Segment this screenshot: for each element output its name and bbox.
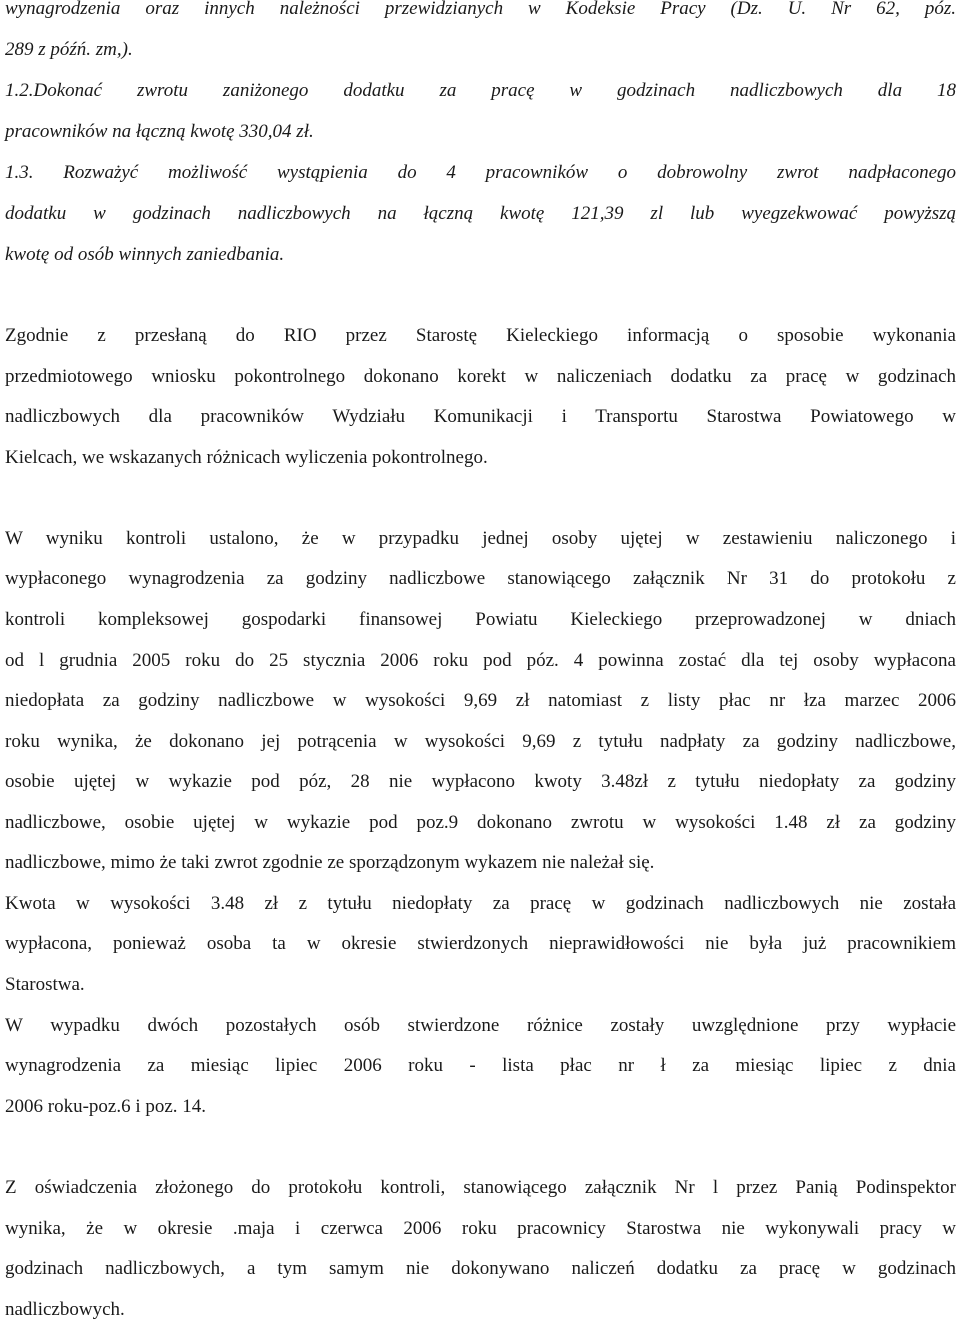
text-line: pracowników na łączną kwotę 330,04 zł. xyxy=(5,121,314,142)
text-line: godzinach nadliczbowych, a tym samym nie dokonywano naliczeń dodatku za pracę w godzinach xyxy=(5,1258,956,1279)
text-line: Starostwa. xyxy=(5,974,85,995)
text-line: wynagrodzenia oraz innych należności przewidzianych w Kodeksie Pracy (Dz. U. Nr 62, póz. xyxy=(5,0,956,19)
text-line: nadliczbowych dla pracowników Wydziału Komunikacji i Transportu Starostwa Powiatowego w xyxy=(5,406,956,427)
text-line: W wypadku dwóch pozostałych osób stwierdzone różnice zostały uwzględnione przy wypłacie xyxy=(5,1015,956,1036)
text-line: 289 z późń. zm,). xyxy=(5,39,133,60)
text-line: Z oświadczenia złożonego do protokołu kontroli, stanowiącego załącznik Nr l przez Panią Podinspektor xyxy=(5,1177,956,1198)
text-line: niedopłata za godziny nadliczbowe w wysokości 9,69 zł natomiast z listy płac nr łza marzec 2006 xyxy=(5,690,956,711)
text-line: Zgodnie z przesłaną do RIO przez Starostę Kieleckiego informacją o sposobie wykonania xyxy=(5,325,956,346)
text-line: kontroli kompleksowej gospodarki finansowej Powiatu Kieleckiego przeprowadzonej w dniach xyxy=(5,609,956,630)
text-line: osobie ujętej w wykazie pod póz, 28 nie wypłacono kwoty 3.48zł z tytułu niedopłaty za godziny xyxy=(5,771,956,792)
text-line: kwotę od osób winnych zaniedbania. xyxy=(5,244,285,265)
text-line: Kwota w wysokości 3.48 zł z tytułu niedopłaty za pracę w godzinach nadliczbowych nie została xyxy=(5,893,956,914)
text-line: przedmiotowego wniosku pokontrolnego dokonano korekt w naliczeniach dodatku za pracę w godzinach xyxy=(5,366,956,387)
text-line: Kielcach, we wskazanych różnicach wyliczenia pokontrolnego. xyxy=(5,447,488,468)
text-line: dodatku w godzinach nadliczbowych na łączną kwotę 121,39 zl lub wyegzekwować powyższą xyxy=(5,203,956,224)
text-line: roku wynika, że dokonano jej potrącenia w wysokości 9,69 z tytułu nadpłaty za godziny nadliczbowe, xyxy=(5,731,956,752)
text-line: nadliczbowych. xyxy=(5,1299,125,1320)
text-line: nadliczbowe, mimo że taki zwrot zgodnie ze sporządzonym wykazem nie należał się. xyxy=(5,852,655,873)
text-line: 1.2.Dokonać zwrotu zaniżonego dodatku za pracę w godzinach nadliczbowych dla 18 xyxy=(5,80,956,101)
text-line: W wyniku kontroli ustalono, że w przypadku jednej osoby ujętej w zestawieniu naliczonego i xyxy=(5,528,956,549)
text-line: 2006 roku-poz.6 i poz. 14. xyxy=(5,1096,207,1117)
text-line: wypłacona, ponieważ osoba ta w okresie stwierdzonych nieprawidłowości nie była już pracownikiem xyxy=(5,933,956,954)
text-line: od l grudnia 2005 roku do 25 stycznia 2006 roku pod póz. 4 powinna zostać dla tej osoby wypłacona xyxy=(5,650,956,671)
text-line: wypłaconego wynagrodzenia za godziny nadliczbowe stanowiącego załącznik Nr 31 do protokołu z xyxy=(5,568,956,589)
text-line: 1.3. Rozważyć możliwość wystąpienia do 4 pracowników o dobrowolny zwrot nadpłaconego xyxy=(5,162,956,183)
text-line: wynagrodzenia za miesiąc lipiec 2006 roku - lista płac nr ł za miesiąc lipiec z dnia xyxy=(5,1055,956,1076)
text-line: wynika, że w okresie .maja i czerwca 2006 roku pracownicy Starostwa nie wykonywali pracy w xyxy=(5,1218,956,1239)
text-line: nadliczbowe, osobie ujętej w wykazie pod poz.9 dokonano zwrotu w wysokości 1.48 zł za godziny xyxy=(5,812,956,833)
